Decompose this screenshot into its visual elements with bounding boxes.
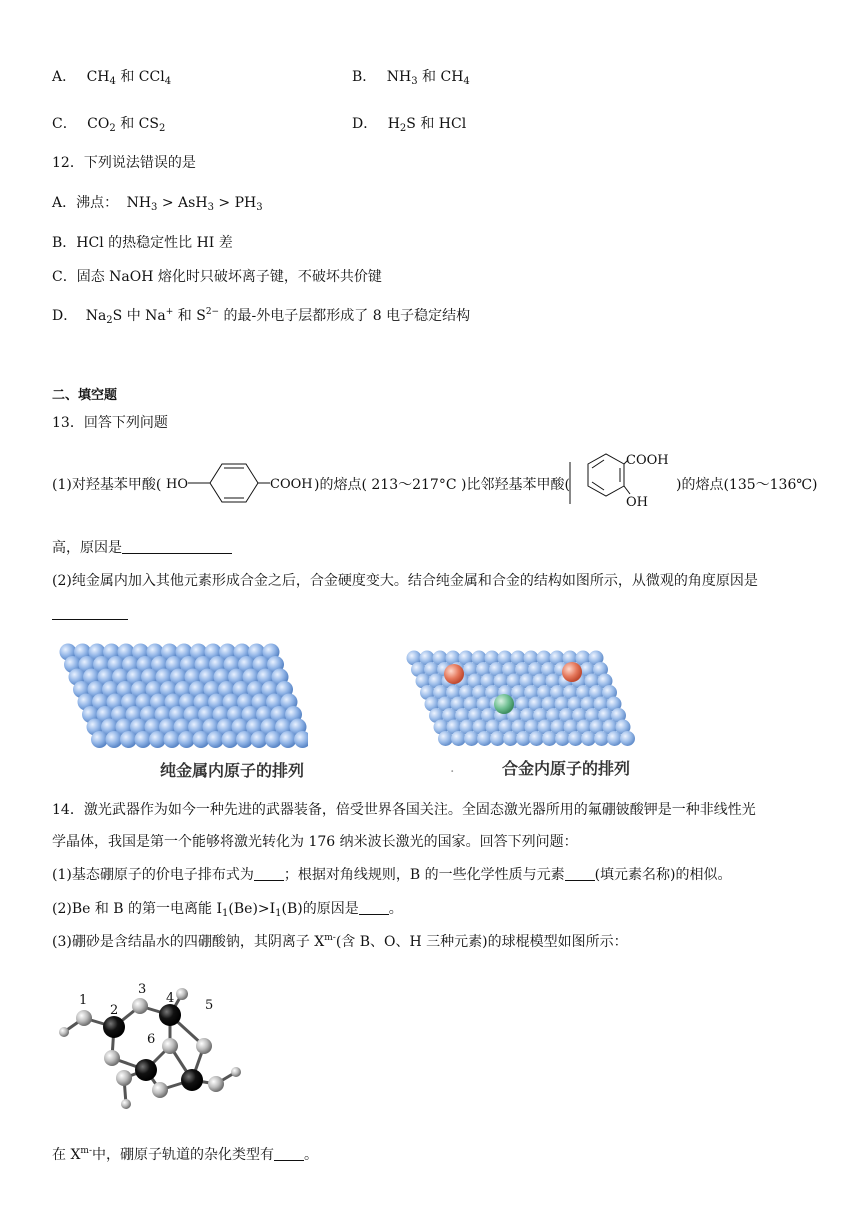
metal-atom [503,731,518,746]
p-hydroxybenzoic-acid-structure [166,458,314,508]
option-label: B． [352,69,377,85]
oxygen-atom [196,1038,212,1054]
atom-label-5: 5 [205,998,214,1013]
metal-atom [149,731,166,748]
atom-label-2: 2 [110,1003,119,1018]
metal-atom [193,731,210,748]
option-label: D． [352,116,378,132]
q13-part1-line2: 高，原因是 [52,537,232,557]
q13-part1-start: (1)对羟基苯甲酸( [52,477,162,493]
metal-atom [607,731,622,746]
solute-atom [444,664,464,684]
metal-atom [120,731,137,748]
hydrogen-atom [121,1099,131,1109]
metal-atom [178,731,195,748]
metal-atom [236,731,253,748]
hydrogen-atom [59,1027,69,1037]
metal-atom [620,731,635,746]
metal-atom [594,731,609,746]
oxygen-atom [116,1070,132,1086]
boron-atom [135,1059,157,1081]
q14-part3: (3)硼砂是含结晶水的四硼酸钠，其阴离子 $X^{m-}$(含 B、O、H 三种元素)的球棍模型如图所示： [52,933,628,950]
q13-part1-end: )的熔点(135～136℃) [676,477,818,493]
oxygen-atom [104,1050,120,1066]
formula: $H_2S$ 和 HCl [387,116,467,134]
answer-blank[interactable] [359,902,389,915]
metal-atom [438,731,453,746]
q12-stem: 12．下列说法错误的是 [52,155,196,171]
metal-atom [555,731,570,746]
oxygen-atom [152,1082,168,1098]
q13-part2: (2)纯金属内加入其他元素形成合金之后，合金硬度变大。结合纯金属和合金的结构如图所示，从微观的角度原因是 [52,573,758,589]
atom-label-1: 1 [79,993,88,1008]
metal-atom [529,731,544,746]
metal-atom [251,731,268,748]
atom-label-4: 4 [166,991,175,1006]
metal-atom [91,731,108,748]
metal-atom [265,731,282,748]
metal-atom [222,731,239,748]
q12-option-a: A．沸点： $NH_3 > AsH_3 > PH_3$ [52,195,263,213]
q13-stem: 13．回答下列问题 [52,415,168,431]
o-hydroxybenzoic-acid-structure [566,448,674,514]
answer-blank[interactable] [254,868,284,881]
option-label: C． [52,116,77,132]
q12-option-d: D． $Na_2S$ 中 Na+ 和 $S^{2-}$ 的最-外电子层都形成了 8 电子稳定结构 [52,307,471,326]
q13-part1-mid: )的熔点( 213～217°C )比邻羟基苯甲酸( [314,477,570,493]
metal-atom [451,731,466,746]
boron-atom [159,1004,181,1026]
atom-label-3: 3 [138,982,147,997]
answer-blank[interactable] [122,541,232,554]
formula: $CO_2$ 和 $CS_2$ [87,116,166,134]
q11-option-a [52,66,171,87]
metal-atom [490,731,505,746]
metal-atom [280,731,297,748]
solute-atom [494,694,514,714]
answer-blank[interactable] [52,606,128,622]
metal-atom [477,731,492,746]
metal-atom [106,731,123,748]
q14-stem-line1: 14．激光武器作为如今一种先进的武器装备，倍受世界各国关注。全固态激光器所用的氟硼铍酸钾是一种非线性光 [52,802,756,818]
q11-option-c [52,113,165,134]
oxygen-atom [76,1010,92,1026]
hydrogen-atom [231,1067,241,1077]
q11-option-d [352,113,466,134]
boron-atom [181,1069,203,1091]
q14-stem-line2: 学晶体，我国是第一个能够将激光转化为 176 纳米波长激光的国家。回答下列问题： [52,834,578,850]
cooh-label: COOH [270,477,313,492]
q11-option-b [352,66,470,87]
answer-blank[interactable] [274,1148,304,1161]
metal-atom [164,731,181,748]
q14-part1: (1)基态硼原子的价电子排布式为 ；根据对角线规则，B 的一些化学性质与元素 (填元素名称)的相似。 [52,867,732,883]
section-title: 二、填空题 [52,388,118,403]
atom-label-6: 6 [147,1032,156,1047]
oxygen-atom [208,1076,224,1092]
oxygen-atom [176,988,188,1000]
metal-atom [568,731,583,746]
solute-atom [562,662,582,682]
metal-atom [581,731,596,746]
cooh-label: COOH [626,453,669,468]
alloy-caption: 合金内原子的排列 [502,759,631,778]
q14-part2: (2)Be 和 B 的第一电离能 $I_1(Be)>I_1(B)$的原因是 。 [52,901,403,919]
answer-blank[interactable] [565,868,595,881]
metal-atom [135,731,152,748]
oxygen-atom [132,998,148,1014]
caption-dot: . [450,760,455,776]
formula: $Na_2S$ 中 Na+ 和 $S^{2-}$ 的最-外电子层都形成了 8 电子稳定结构 [85,307,471,326]
oxygen-atom [162,1038,178,1054]
metal-atom [464,731,479,746]
q12-option-b: B．HCl 的热稳定性比 HI 差 [52,235,233,251]
formula: $NH_3 > AsH_3 > PH_3$ [126,195,263,213]
metal-atom [516,731,531,746]
pure-metal-atom-arrangement [58,642,308,752]
pure-metal-caption: 纯金属内原子的排列 [160,761,305,780]
ho-label: HO [166,477,188,492]
ball-and-stick-model [52,980,252,1110]
metal-atom [542,731,557,746]
alloy-atom-arrangement [404,648,654,748]
oh-label: OH [626,495,648,510]
q14-part4: 在 $X^{m-}$中，硼原子轨道的杂化类型有 。 [52,1146,318,1163]
boron-atom [103,1016,125,1038]
q12-option-c: C．固态 NaOH 熔化时只破坏离子键，不破坏共价键 [52,269,382,285]
metal-atom [207,731,224,748]
option-label: A． [52,69,77,85]
formula: $CH_4$ 和 CCl$_4$ [86,69,172,87]
formula: $NH_3$ 和 $CH_4$ [386,69,470,87]
